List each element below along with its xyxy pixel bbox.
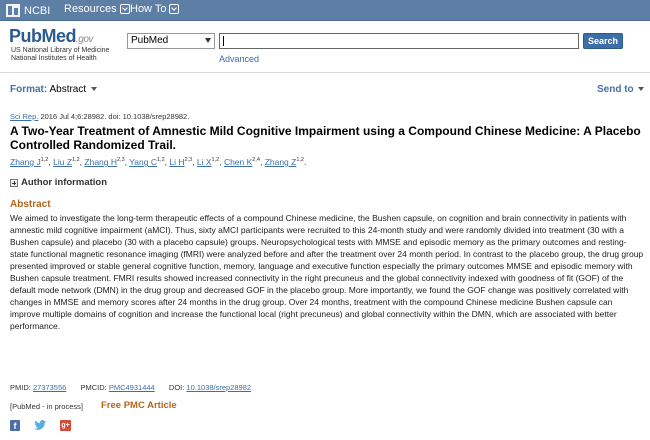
author-information-label: Author information	[21, 177, 108, 188]
chevron-down-icon	[169, 4, 179, 14]
google-plus-icon[interactable]: g+	[61, 422, 70, 429]
author-affiliation: 1,2	[296, 157, 304, 164]
dropdown-caret-icon	[205, 38, 211, 43]
ncbi-logo-icon	[6, 4, 20, 17]
send-to-caret-icon	[638, 87, 644, 91]
how-to-label: How To	[130, 3, 167, 15]
author-name: Liu Z	[53, 157, 73, 167]
text-cursor	[223, 36, 224, 46]
author-link[interactable]	[197, 157, 212, 167]
author-link[interactable]	[265, 157, 297, 167]
twitter-bird-glyph	[34, 420, 46, 430]
ncbi-home-link[interactable]	[6, 3, 50, 18]
pmcid-label: PMCID:	[80, 383, 107, 392]
author-name: Zhang H	[84, 157, 118, 167]
author-name: Yang C	[129, 157, 157, 167]
search-input[interactable]	[219, 33, 579, 49]
advanced-search-link[interactable]: Advanced	[219, 54, 260, 64]
ncbi-label: NCBI	[24, 4, 51, 17]
author-link[interactable]	[84, 157, 117, 167]
send-to-label: Send to	[597, 84, 634, 95]
expand-plus-icon	[10, 179, 18, 187]
format-selector[interactable]	[10, 84, 97, 95]
citation	[10, 112, 189, 121]
header-divider	[0, 72, 650, 73]
journal-link[interactable]: Sci Rep.	[10, 112, 39, 121]
logo-pub: Pub	[9, 26, 42, 46]
social-share-bar	[10, 420, 85, 431]
twitter-icon[interactable]	[34, 420, 46, 431]
format-value: Abstract	[49, 84, 87, 95]
author-link[interactable]	[169, 157, 184, 167]
pmid-label: PMID:	[10, 383, 31, 392]
database-select[interactable]	[127, 33, 215, 49]
org-line-1: US National Library of Medicine	[11, 47, 110, 54]
pubmed-status: [PubMed - in process]	[10, 402, 83, 411]
how-to-menu[interactable]	[130, 3, 179, 15]
author-affiliation: 1,2	[211, 157, 220, 164]
author-list: Zhang J$^{1,2}$, Liu Z$^{1,2}$, Zhang H$^{2,3}$, Yang C$^{1,2}$, Li H$^{2,3}$, Li X$^{1,2}$, Chen K$^{2,4}$, Zhang Z$^{1,2}$.	[10, 157, 307, 167]
format-label: Format:	[10, 84, 48, 95]
org-line-2: National Institutes of Health	[11, 55, 97, 62]
logo-med: Med	[41, 26, 76, 46]
author-name: Li X	[196, 157, 212, 167]
author-name: Zhang J	[10, 157, 41, 167]
citation-details: 2016 Jul 4;6:28982. doi: 10.1038/srep28982.	[38, 112, 190, 121]
format-caret-icon	[91, 87, 97, 91]
author-link[interactable]	[53, 157, 72, 167]
article-title: A Two-Year Treatment of Amnestic Mild Cognitive Impairment using a Compound Chinese Medicine: A Placebo Controlled Randomized Trail.	[10, 124, 641, 152]
abstract-heading: Abstract	[10, 199, 51, 210]
author-link[interactable]	[224, 157, 252, 167]
author-affiliation: 2,3	[117, 157, 125, 164]
author-affiliation: 1,2	[72, 157, 80, 164]
doi-link[interactable]: 10.1038/srep28982	[186, 383, 252, 392]
author-name: Chen K	[223, 157, 253, 167]
pmid-link[interactable]: 27373556	[32, 383, 67, 392]
author-affiliation: 2,4	[252, 157, 260, 164]
author-name: Li H	[169, 157, 185, 167]
chevron-down-icon	[120, 4, 130, 14]
resources-menu[interactable]	[64, 3, 130, 15]
ncbi-topbar	[0, 0, 650, 21]
logo-gov: .gov	[76, 34, 93, 45]
author-information-toggle[interactable]	[10, 177, 107, 188]
pmcid-link[interactable]: PMC4931444	[108, 383, 155, 392]
search-button[interactable]: Search	[583, 33, 623, 49]
pubmed-logo[interactable]	[9, 26, 109, 46]
author-link[interactable]	[129, 157, 157, 167]
abstract-text: We aimed to investigate the long-term therapeutic effects of a compound Chinese medicine, the Bushen capsule, on cognition and brain connectivity in patients with amnestic mild cognitive impairment (aMCI). Thus, sixty aMCI participants were recruited to this 24-month study and were randomly divided into treatment (30 with a Bushen capsule) and placebo (30 with a placebo capsule) groups. Neuropsychological tests with MMSE and episodic memory as the primary outcomes and resting-state functional magnetic resonance imaging (fMRI) were analyzed before and after the treatment over 24 month period. In contrast to the placebo group, the drug group presented improved or stable general cognitive function, memory, language and executive function especially the primary outcomes MMSE and episodic memory with Bushen capsule treatment. FMRI results showed increased connectivity in the right precuneus and the global connectivity indexed with goodness of fit (GOF) of the default mode network (DMN) in the drug group and decreased GOF in the placebo group. More importantly, we found the GOF change was positively correlated with changes in MMSE and memory scores after 24 months in the drug group. Over 24 months, treatment with the compound Chinese medicine Bushen capsule can improve multiple domains of cognition and increase the functional local (right precuneus) and global connectivity within the DMN, which are associated with better performance.	[10, 213, 644, 332]
article-identifiers	[10, 383, 251, 392]
facebook-icon[interactable]: f	[10, 420, 20, 431]
author-name: Zhang Z	[264, 157, 297, 167]
free-pmc-article-link[interactable]: Free PMC Article	[101, 400, 177, 411]
send-to-menu[interactable]	[597, 84, 644, 95]
author-affiliation: 1,2	[156, 157, 165, 164]
author-affiliation: 2,3	[184, 157, 193, 164]
resources-label: Resources	[64, 3, 117, 15]
org-name	[11, 47, 109, 63]
author-affiliation: 1,2	[40, 157, 49, 164]
pubmed-header	[0, 22, 650, 68]
database-value: PubMed	[131, 35, 169, 46]
author-link[interactable]	[10, 157, 41, 167]
doi-label: DOI:	[168, 383, 185, 392]
